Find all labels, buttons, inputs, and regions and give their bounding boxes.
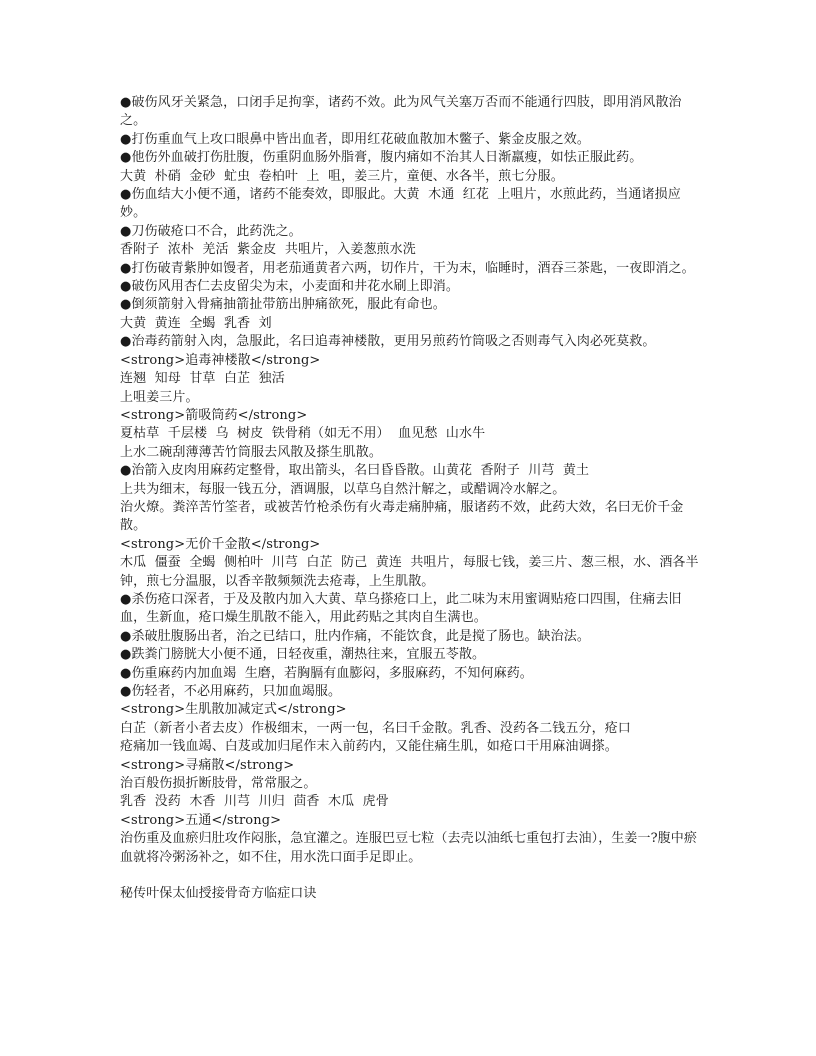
text-line: ●跌粪门膀胱大小便不通，日轻夜重，潮热往来，宜服五苓散。 <box>120 647 486 663</box>
paragraph-gap <box>120 867 706 885</box>
document-body <box>120 94 706 903</box>
section-heading-literal: <strong>箭吸筒药</strong> <box>120 407 308 423</box>
text-line: 连翘 知母 甘草 白芷 独活 <box>120 371 285 387</box>
text-line: 香附子 浓朴 羌活 紫金皮 共咀片，入姜葱煎水洗 <box>120 242 416 258</box>
text-line: 疮痛加一钱血竭、白芨或加归尾作末入前药内，又能住痛生肌，如疮口干用麻油调搽。 <box>120 739 618 755</box>
text-line: ●刀伤破疮口不合，此药洗之。 <box>120 223 302 239</box>
text-line: ●杀破肚腹肠出者，治之已结口，肚内作痛，不能饮食，此是搅了肠也。缺治法。 <box>120 628 590 644</box>
text-line: 治百般伤损折断肢骨，常常服之。 <box>120 776 317 792</box>
section-heading-literal: <strong>生肌散加减定式</strong> <box>120 702 347 718</box>
text-line: 上共为细末，每服一钱五分，酒调服，以草乌自然汁解之，或醋调冷水解之。 <box>120 481 566 497</box>
section-heading-literal: <strong>寻痛散</strong> <box>120 757 295 773</box>
text-line: ●破伤风用杏仁去皮留尖为末，小麦面和井花水刷上即消。 <box>120 279 459 295</box>
text-line: 白芷（新者小者去皮）作极细末，一两一包，名曰千金散。乳香、没药各二钱五分，疮口 <box>120 720 631 736</box>
text-line: 木瓜 僵蚕 全蝎 侧柏叶 川芎 白芷 防己 黄连 共咀片，每服七钱，姜三片、葱三根，水、酒各半钟，煎七分温服，以香辛散频频洗去疮毒，上生肌散。 <box>120 555 699 589</box>
text-line: ●伤轻者，不必用麻药，只加血竭服。 <box>120 684 342 699</box>
text-line: 夏枯草 千层楼 乌 树皮 铁骨稍（如无不用） 血见愁 山水牛 <box>120 426 486 442</box>
text-line: ●伤重麻药内加血竭 生磨，若胸膈有血膨闷，多服麻药，不知何麻药。 <box>120 665 533 681</box>
text-line: ●杀伤疮口深者，于及及散内加入大黄、草乌搽疮口上，此二味为末用蜜调贴疮口四围，住痛去旧血，生新血，疮口燥生肌散不能入，用此药贴之其肉自生满也。 <box>120 591 682 626</box>
footer-title: 秘传叶保太仙授接骨奇方临症口诀 <box>120 886 317 902</box>
text-line: 大黄 黄连 全蝎 乳香 刘 <box>120 315 272 331</box>
text-line: 大黄 朴硝 金砂 虻虫 卷柏叶 上 咀，姜三片，童便、水各半，煎七分服。 <box>120 168 564 184</box>
text-line: ●他伤外血破打伤肚腹，伤重阴血肠外脂膏，腹内痛如不治其人日渐羸瘦，如怯正服此药。 <box>120 150 643 166</box>
text-line: ●伤血结大小便不通，诸药不能奏效，即服此。大黄 木通 红花 上咀片，水煎此药，当通诸损应妙。 <box>120 187 681 221</box>
text-line: ●治箭入皮肉用麻药定整骨，取出箭头，名曰昏昏散。山黄花 香附子 川芎 黄土 <box>120 463 590 479</box>
text-line: 乳香 没药 木香 川芎 川归 茴香 木瓜 虎骨 <box>120 794 389 810</box>
text-line: ●打伤重血气上攻口眼鼻中皆出血者，即用红花破血散加木鳖子、紫金皮服之效。 <box>120 131 590 147</box>
text-line: ●打伤破青紫肿如馒者，用老茄通黄者六两，切作片，干为末，临睡时，酒吞三茶匙，一夜即消之。 <box>120 260 695 276</box>
text-line: 治伤重及血瘀归肚攻作闷胀，急宜灌之。连服巴豆七粒（去壳以油纸七重包打去油），生姜一?腹中瘀血就将冷粥汤补之，如不住，用水洗口面手足即止。 <box>120 831 697 865</box>
text-line: 上水二碗刮薄薄苦竹筒服去风散及搽生肌散。 <box>120 444 383 460</box>
text-line: ●治毒药箭射入肉，急服此，名曰追毒神楼散，更用另煎药竹筒吸之否则毒气入肉必死莫救。 <box>120 334 656 350</box>
text-line: ●破伤风牙关紧急，口闭手足拘挛，诸药不效。此为风气关塞万否而不能通行四肢，即用消风散治之。 <box>120 95 682 129</box>
section-heading-literal: <strong>追毒神楼散</strong> <box>120 352 321 368</box>
text-line: ●倒须箭射入骨痛抽箭扯带筋出肿痛欲死，服此有命也。 <box>120 297 446 313</box>
text-line: 治火燎。粪淬苦竹筌者，或被苦竹枪杀伤有火毒走痛肿痛，服诸药不效，此药大效，名曰无价千金散。 <box>120 499 684 534</box>
text-line: 上咀姜三片。 <box>120 389 199 405</box>
section-heading-literal: <strong>无价千金散</strong> <box>120 536 321 552</box>
section-heading-literal: <strong>五通</strong> <box>120 812 282 828</box>
